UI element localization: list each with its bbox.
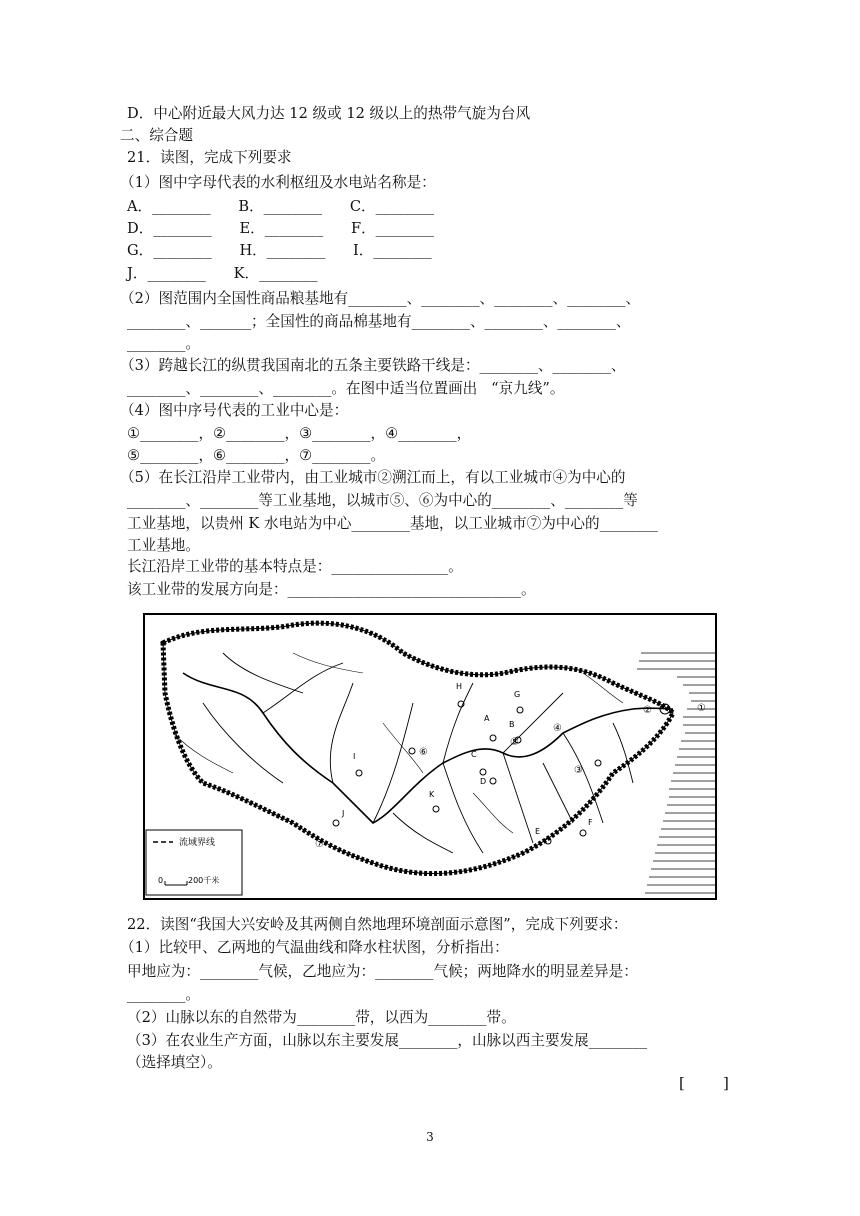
text-line: 工业基地。: [127, 537, 200, 554]
map-label-5: ⑤: [510, 737, 519, 748]
answer-row: D．________ E．________ F．________: [127, 220, 435, 237]
text-line: 该工业带的发展方向是：________________________________。: [127, 581, 536, 598]
map-label-3: ③: [574, 765, 583, 776]
question-title: 22．读图“我国大兴安岭及其两侧自然地理环境剖面示意图”，完成下列要求：: [127, 916, 628, 933]
scale-label: 200千米: [188, 876, 220, 885]
text-line: 甲地应为：________气候，乙地应为：________气候；两地降水的明显差异是：: [127, 963, 638, 980]
text-line: （1）图中字母代表的水利枢纽及水电站名称是：: [120, 174, 436, 191]
map-label-a: A: [484, 714, 490, 723]
text-line: ________。: [127, 986, 200, 1003]
question-title: 21．读图，完成下列要求: [127, 149, 292, 166]
map-label-4: ④: [553, 723, 562, 734]
map-label-j: J: [342, 809, 345, 818]
text-line: ________、________等工业基地，以城市⑤、⑥为中心的________、________等: [127, 492, 638, 509]
legend-label: 流域界线: [179, 838, 216, 848]
map-label-d: D: [480, 777, 487, 786]
text-line: ________、________、________。在图中适当位置画出 “京九线”。: [127, 380, 565, 397]
map-label-b: B: [509, 720, 515, 729]
map-label-i: I: [353, 752, 356, 761]
text-line: （4）图中序号代表的工业中心是：: [120, 402, 349, 419]
text-line: 工业基地，以贵州 K 水电站为中心________基地，以工业城市⑦为中心的________: [127, 515, 658, 532]
text-line: D．中心附近最大风力达 12 级或 12 级以上的热带气旋为台风: [127, 105, 531, 122]
map-label-c: C: [471, 750, 477, 759]
text-line: （3）在农业生产方面，山脉以东主要发展________，山脉以西主要发展________: [127, 1032, 648, 1049]
answer-row: A．________ B．________ C．________: [127, 198, 435, 215]
map-label-6: ⑥: [419, 747, 428, 758]
map-label-e: E: [535, 827, 541, 836]
map-label-7: ⑦: [315, 839, 324, 850]
text-line: （2）图范围内全国性商品粮基地有________、________、________、________、: [120, 290, 641, 307]
map-label-f: F: [588, 818, 593, 827]
text-line: 长江沿岸工业带的基本特点是：________________。: [127, 558, 463, 575]
text-line: （5）在长江沿岸工业带内，由工业城市②溯江而上，有以工业城市④为中心的: [120, 469, 626, 486]
yangtze-basin-map: [143, 613, 717, 900]
answer-row: ①________，②________，③________，④________，: [127, 425, 472, 442]
answer-row: G．________ H．________ I．________: [127, 242, 432, 259]
map-label-g: G: [514, 690, 521, 699]
map-label-k: K: [429, 790, 435, 799]
answer-row: J．________ K．________: [127, 265, 318, 282]
map-label-2: ②: [643, 705, 652, 716]
answer-row: ⑤________，⑥________，⑦________。: [127, 447, 386, 464]
text-line: （2）山脉以东的自然带为________带，以西为________带。: [127, 1009, 516, 1026]
scale-zero: 0: [158, 876, 164, 885]
text-line: ________。: [127, 335, 200, 352]
map-label-h: H: [456, 682, 463, 691]
text-line: ________、_______；全国性的商品棉基地有________、________、________、: [127, 313, 631, 330]
map-label-1: ①: [697, 703, 706, 714]
text-line: （1）比较甲、乙两地的气温曲线和降水柱状图，分析指出：: [120, 939, 509, 956]
page-number: 3: [426, 1130, 434, 1144]
section-heading: 二、综合题: [120, 127, 193, 144]
answer-bracket: [ ]: [679, 1074, 729, 1092]
text-line: （3）跨越长江的纵贯我国南北的五条主要铁路干线是：________、________、: [120, 357, 626, 374]
text-line: （选择填空）。: [127, 1054, 222, 1071]
